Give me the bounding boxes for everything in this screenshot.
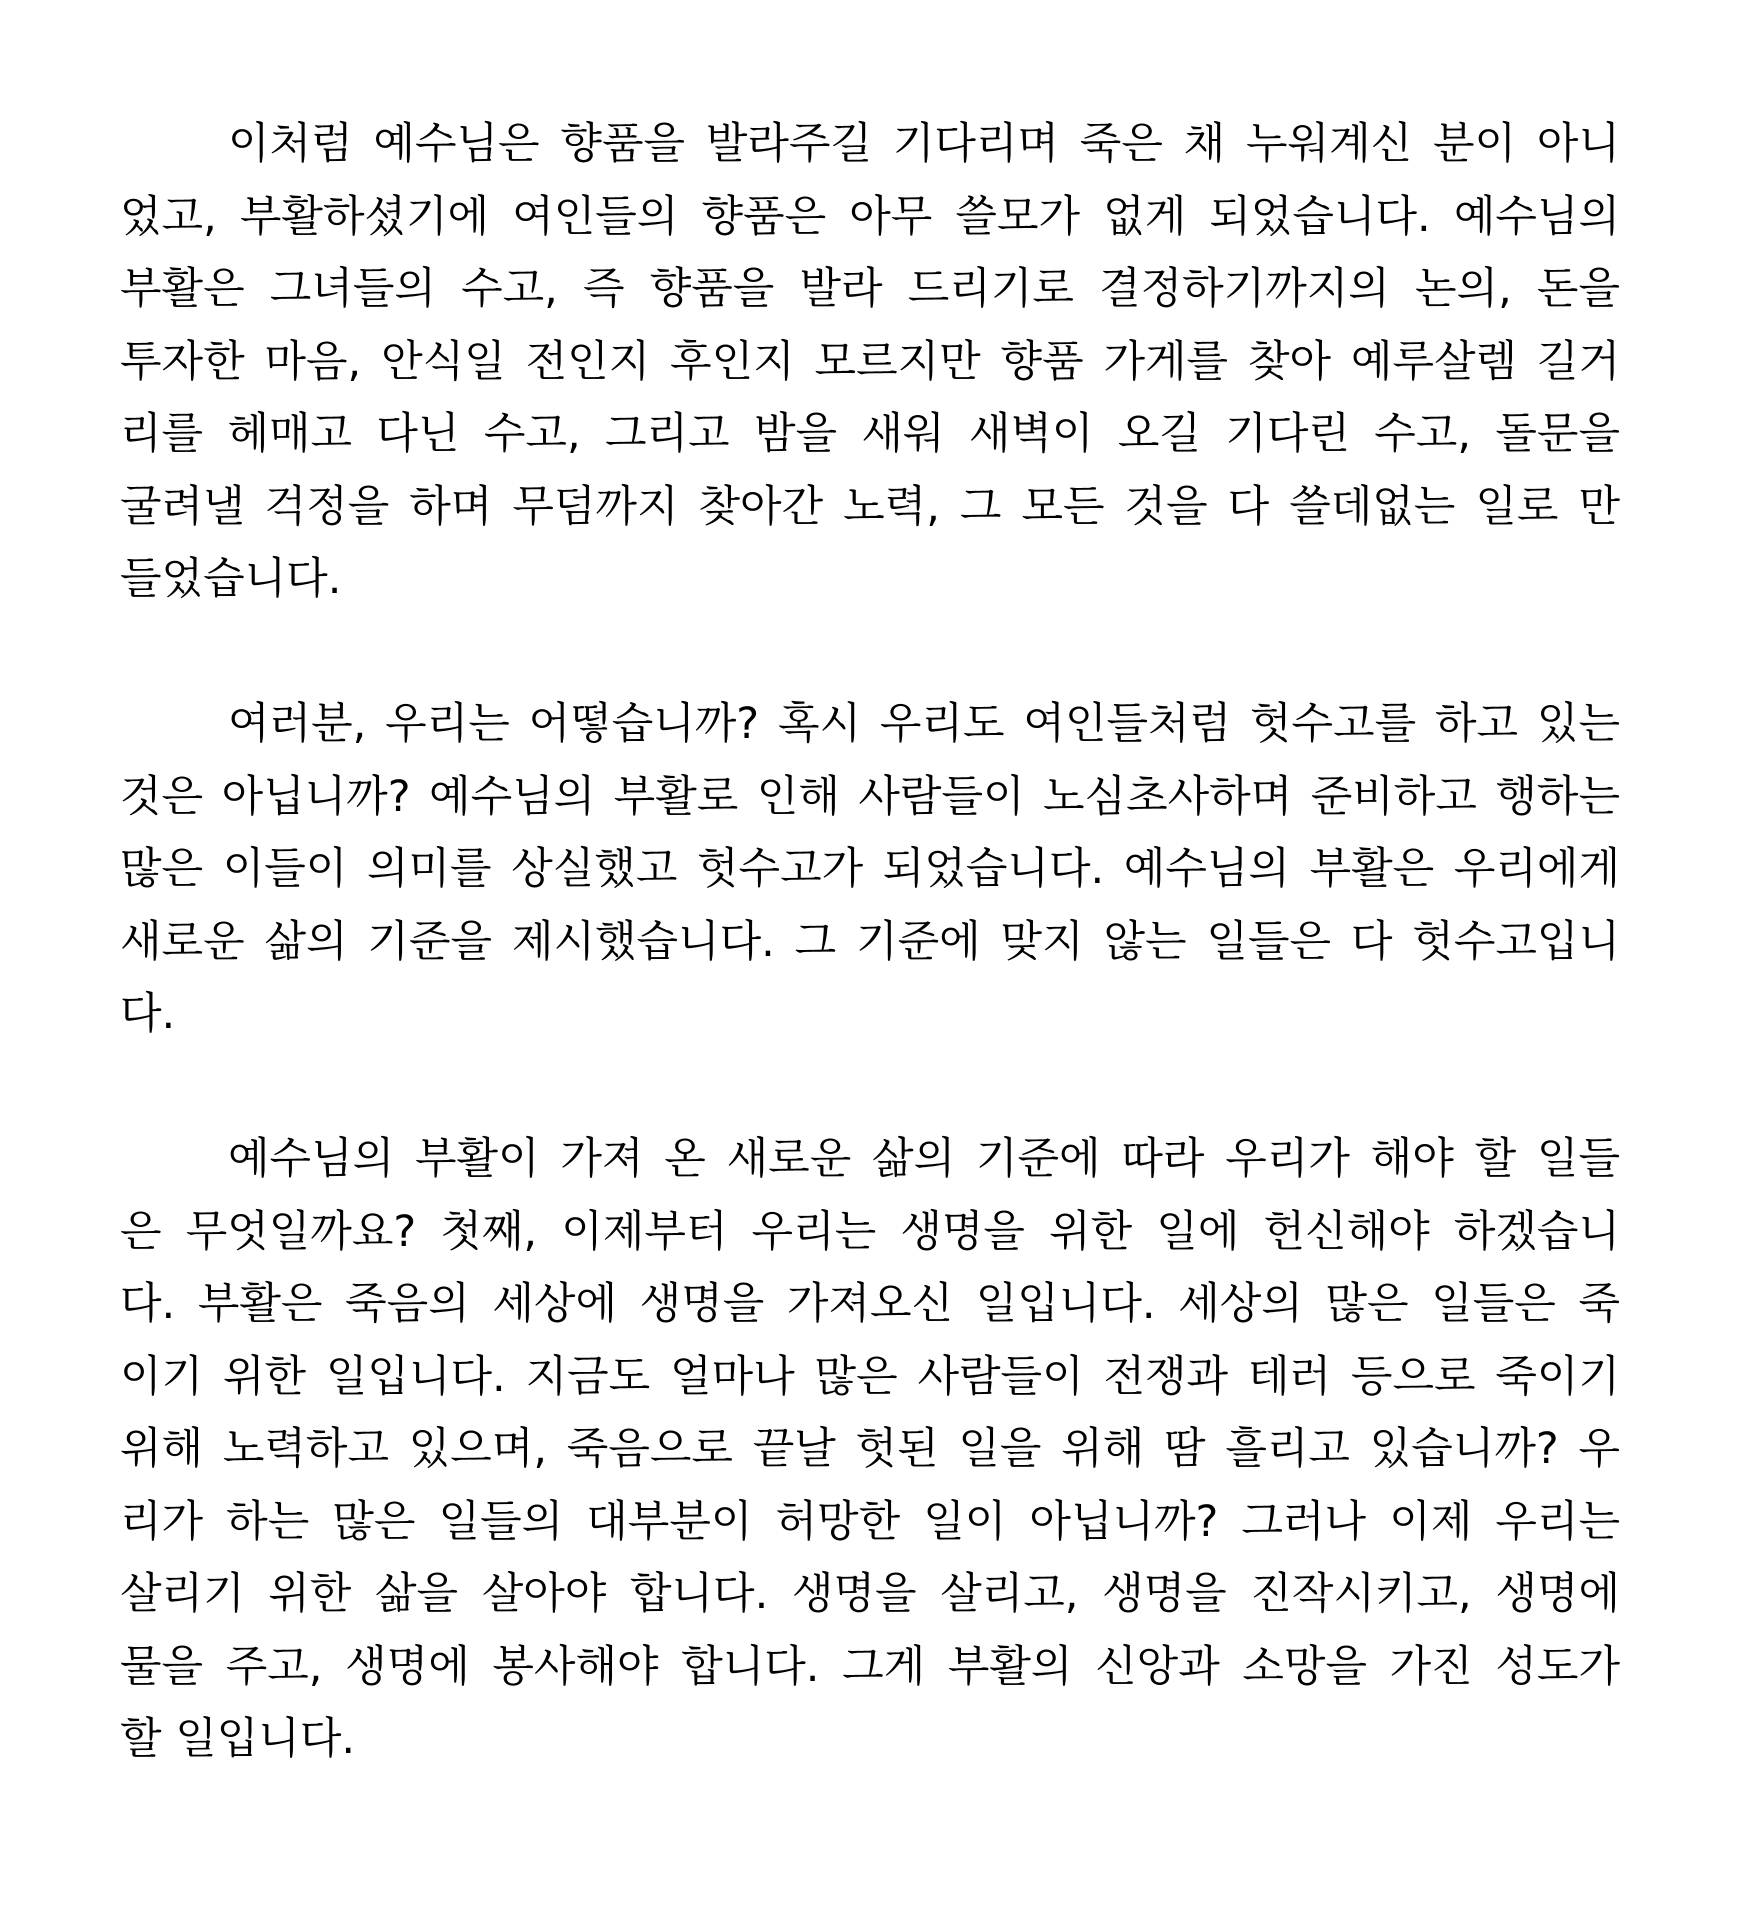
text-line: 이기 위한 일입니다. 지금도 얼마나 많은 사람들이 전쟁과 테러 등으로 죽이기 [120,1351,1620,1402]
text-line: 굴려낼 걱정을 하며 무덤까지 찾아간 노력, 그 모든 것을 다 쓸데없는 일로 만 [120,481,1620,532]
text-line: 할 일입니다. [120,1714,356,1764]
text-line: 부활은 그녀들의 수고, 즉 향품을 발라 드리기로 결정하기까지의 논의, 돈을 [120,264,1620,314]
text-line: 물을 주고, 생명에 봉사해야 합니다. 그게 부활의 신앙과 소망을 가진 성도가 [120,1641,1620,1692]
text-line: 다. 부활은 죽음의 세상에 생명을 가져오신 일입니다. 세상의 많은 일들은 죽 [120,1279,1620,1329]
text-line: 것은 아닙니까? 예수님의 부활로 인해 사람들이 노심초사하며 준비하고 행하는 [120,771,1620,822]
text-line: 은 무엇일까요? 첫째, 이제부터 우리는 생명을 위한 일에 헌신해야 하겠습니 [120,1206,1620,1257]
text-line: 이처럼 예수님은 향품을 발라주길 기다리며 죽은 채 누워계신 분이 아니 [228,119,1620,169]
paragraph-1 [120,108,1620,616]
paragraph-3 [120,1123,1620,1776]
text-line: 리가 하는 많은 일들의 대부분이 허망한 일이 아닙니까? 그러나 이제 우리는 [120,1496,1620,1547]
text-line: 리를 헤매고 다닌 수고, 그리고 밤을 새워 새벽이 오길 기다린 수고, 돌문을 [120,409,1620,459]
text-line: 들었습니다. [120,554,342,604]
paragraph-2 [120,688,1620,1051]
text-line: 여러분, 우리는 어떻습니까? 혹시 우리도 여인들처럼 헛수고를 하고 있는 [228,699,1620,749]
text-line: 많은 이들이 의미를 상실했고 헛수고가 되었습니다. 예수님의 부활은 우리에게 [120,844,1620,894]
text-line: 예수님의 부활이 가져 온 새로운 삶의 기준에 따라 우리가 해야 할 일들 [228,1134,1620,1184]
text-line: 새로운 삶의 기준을 제시했습니다. 그 기준에 맞지 않는 일들은 다 헛수고입니 [120,916,1620,967]
text-line: 위해 노력하고 있으며, 죽음으로 끝날 헛된 일을 위해 땀 흘리고 있습니까? 우 [120,1424,1620,1474]
text-line: 다. [120,989,176,1039]
text-line: 살리기 위한 삶을 살아야 합니다. 생명을 살리고, 생명을 진작시키고, 생명에 [120,1569,1620,1619]
text-line: 투자한 마음, 안식일 전인지 후인지 모르지만 향품 가게를 찾아 예루살렘 길거 [120,336,1620,387]
text-line: 었고, 부활하셨기에 여인들의 향품은 아무 쓸모가 없게 되었습니다. 예수님의 [120,191,1620,242]
document-page [120,108,1620,1848]
